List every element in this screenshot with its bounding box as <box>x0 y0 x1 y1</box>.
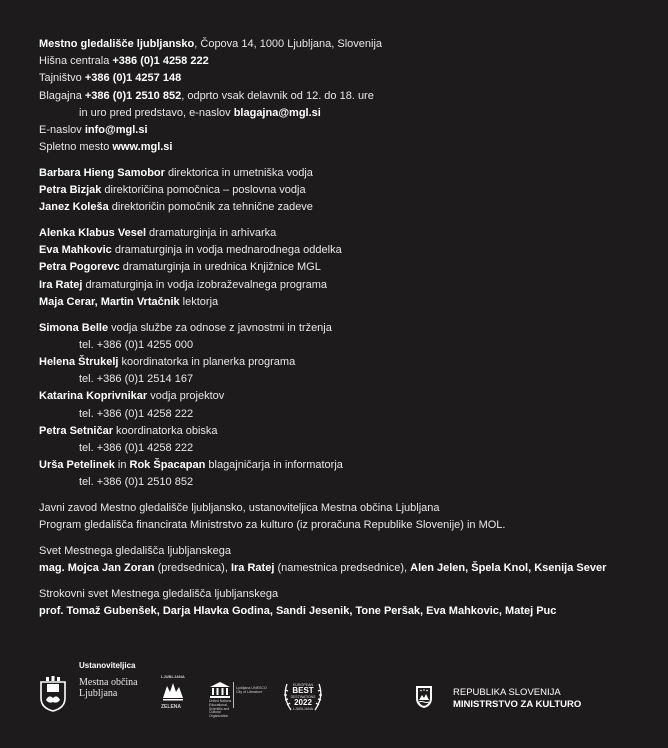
staff-row: Alenka Klabus Vesel dramaturginja in arhivarka <box>39 227 277 240</box>
web-line: Spletno mesto www.mgl.si <box>39 141 173 154</box>
staff-row: Petra Setničar koordinatorka obiska <box>39 424 218 437</box>
staff-row: Katarina Koprivnikar vodja projektov <box>39 390 225 403</box>
staff-phone: tel. +386 (0)1 2510 852 <box>79 476 194 489</box>
email-link[interactable]: info@mgl.si <box>84 124 148 137</box>
council-members: mag. Mojca Jan Zoran (predsednica), Ira Ratej (namestnica predsednice), Alen Jelen, Špela Knol, Ksenija Sever <box>39 562 607 575</box>
council-title: Svet Mestnega gledališča ljubljanskega <box>39 544 232 557</box>
slovenia-coat-of-arms-icon <box>415 685 433 709</box>
funding-line: Program gledališča financirata Ministrstvo za kulturo (iz proračuna Republike Slovenije) in MOL. <box>39 519 506 532</box>
staff-row: Ira Ratej dramaturginja in vodja izobraževalnega programa <box>39 278 328 291</box>
unesco-logo: United Nations Educational, Scientific and Cultural Organization Ljubljana UNESCO City of Literature <box>209 682 267 712</box>
org-address: , Čopova 14, 1000 Ljubljana, Slovenija <box>194 38 383 50</box>
ljubljana-dragon-crest-icon <box>39 676 67 712</box>
boxoffice-line-2: in uro pred predstavo, e-naslov blagajna@mgl.si <box>79 106 321 119</box>
web-link[interactable]: www.mgl.si <box>112 141 173 154</box>
staff-row: Urša Petelinek in Rok Špacapan blagajničarja in informatorja <box>39 459 343 472</box>
expert-council-title: Strokovni svet Mestnega gledališča ljubljanskega <box>39 587 279 600</box>
staff-row: Maja Cerar, Martin Vrtačnik lektorja <box>39 295 219 308</box>
mol-name: Mestna občina Ljubljana <box>79 677 138 699</box>
staff-row: Janez Koleša direktoričin pomočnik za tehnične zadeve <box>39 201 313 214</box>
unesco-divider <box>233 682 234 708</box>
staff-phone: tel. +386 (0)1 4258 222 <box>79 441 194 454</box>
staff-phone: tel. +386 (0)1 4258 222 <box>79 407 194 420</box>
green-capital-logo: LJUBLJANA ZELENA <box>161 674 185 710</box>
switchboard-number: +386 (0)1 4258 222 <box>112 55 209 68</box>
staff-row: Barbara Hieng Samobor direktorica in umetniška vodja <box>39 166 313 179</box>
secretariat-number: +386 (0)1 4257 148 <box>84 72 182 85</box>
boxoffice-number: +386 (0)1 2510 852 <box>84 89 182 102</box>
staff-phone: tel. +386 (0)1 2514 167 <box>79 373 194 386</box>
staff-row: Simona Belle vodja službe za odnose z javnostmi in trženja <box>39 321 332 334</box>
unesco-temple-icon <box>209 682 231 698</box>
email-line: E-naslov info@mgl.si <box>39 124 148 137</box>
boxoffice-email[interactable]: blagajna@mgl.si <box>233 106 321 119</box>
secretariat-line: Tajništvo +386 (0)1 4257 148 <box>39 72 182 85</box>
best-destinations-badge: EUROPEAN BEST DESTINATIONS 2022 LJUBLJANA <box>281 681 325 713</box>
switchboard-line: Hišna centrala +386 (0)1 4258 222 <box>39 55 209 68</box>
staff-row: Petra Bizjak direktoričina pomočnica – poslovna vodja <box>39 184 306 197</box>
staff-row: Petra Pogorevc dramaturginja in urednica Knjižnice MGL <box>39 261 321 274</box>
institute-line: Javni zavod Mestno gledališče ljubljansko, ustanoviteljica Mestna občina Ljubljana <box>39 502 440 515</box>
staff-row: Eva Mahkovic dramaturginja in vodja mednarodnega oddelka <box>39 244 342 257</box>
staff-row: Helena Štrukelj koordinatorka in planerka programa <box>39 355 296 368</box>
staff-phone: tel. +386 (0)1 4255 000 <box>79 338 194 351</box>
org-name: Mestno gledališče ljubljansko <box>39 38 195 50</box>
boxoffice-line: Blagajna +386 (0)1 2510 852, odprto vsak delavnik od 12. do 18. ure <box>39 89 374 102</box>
ministry-of-culture: REPUBLIKA SLOVENIJA MINISTRSTVO ZA KULTURO <box>453 687 582 710</box>
green-capital-icon <box>161 680 185 702</box>
expert-council-members: prof. Tomaž Gubenšek, Darja Hlavka Godina, Sandi Jesenik, Tone Peršak, Eva Mahkovic, Matej Puc <box>39 605 557 618</box>
founder-label: Ustanoviteljica <box>79 661 136 670</box>
